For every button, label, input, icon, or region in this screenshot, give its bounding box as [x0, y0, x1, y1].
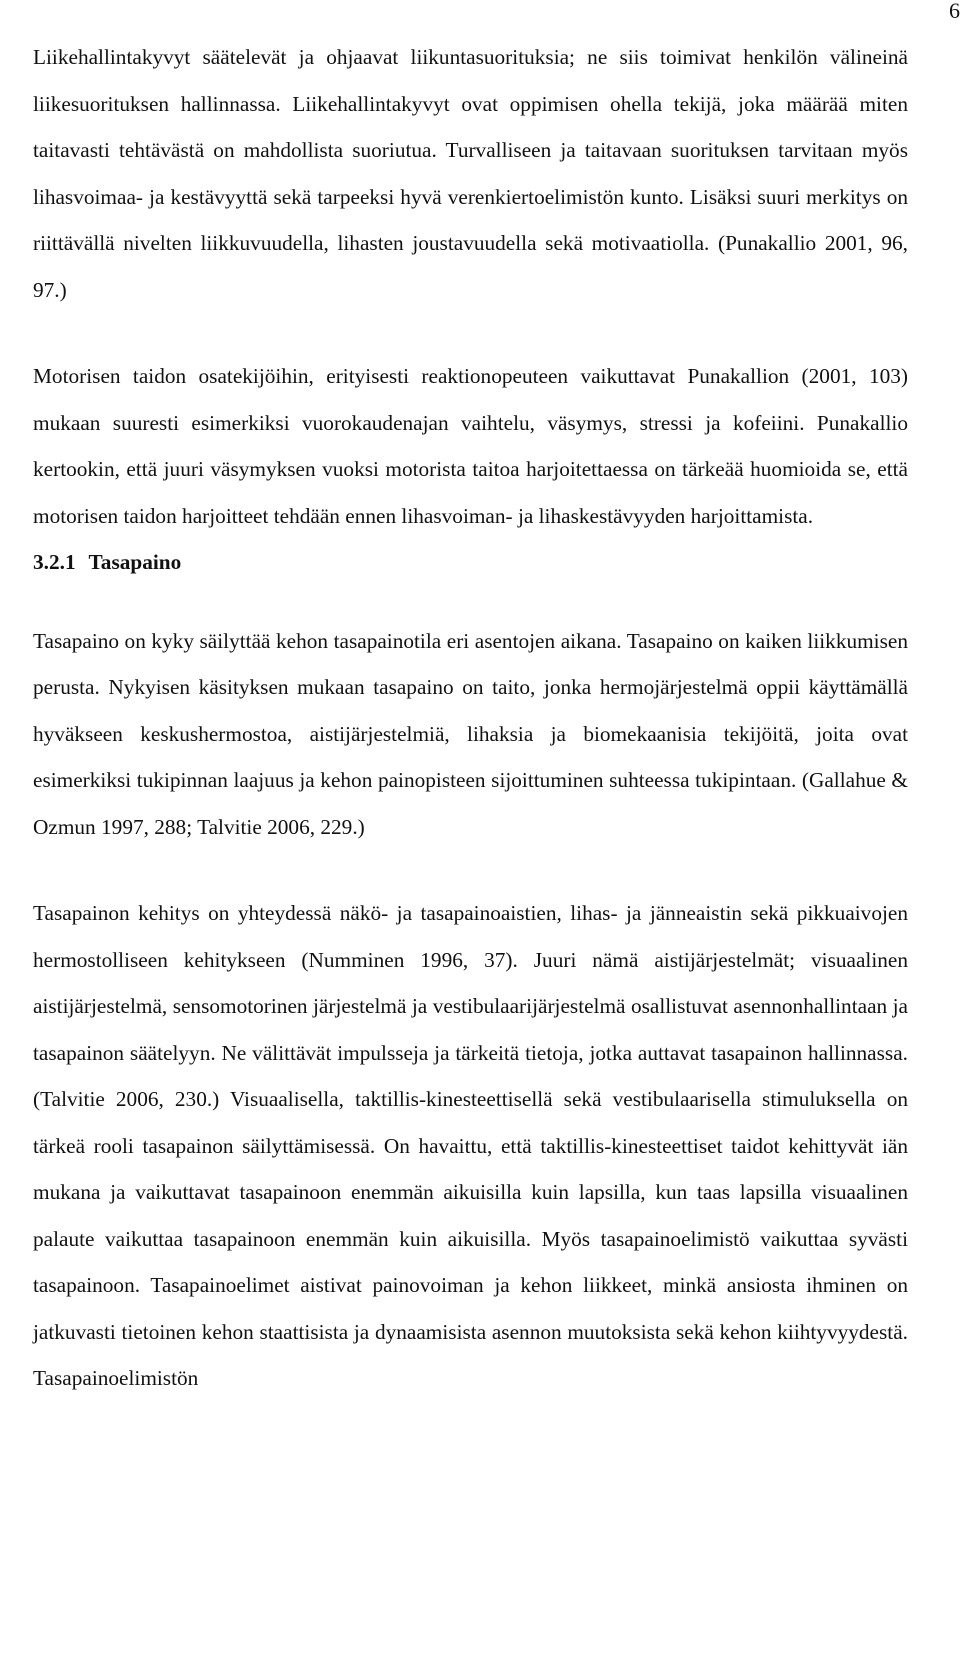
- document-body: [33, 34, 908, 1402]
- paragraph-motor-control: Liikehallintakyvyt säätelevät ja ohjaavat liikuntasuorituksia; ne siis toimivat henkilön välineinä liikesuorituksen hallinnassa. Liikehallintakyvyt ovat oppimisen ohella tekijä, joka määrää miten taitavasti tehtävästä on mahdollista suoriutua. Turvalliseen ja taitavaan suorituksen tarvitaan myös lihasvoimaa- ja kestävyyttä sekä tarpeeksi hyvä verenkiertoelimistön kunto. Lisäksi suuri merkitys on riittävällä nivelten liikkuvuudella, lihasten joustavuudella sekä motivaatiolla. (Punakallio 2001, 96, 97.): [33, 45, 908, 302]
- section-heading: [33, 539, 908, 586]
- paragraph-motor-skill-factors: Motorisen taidon osatekijöihin, erityisesti reaktionopeuteen vaikuttavat Punakallion (2001, 103) mukaan suuresti esimerkiksi vuorokaudenajan vaihtelu, väsymys, stressi ja kofeiini. Punakallio kertookin, että juuri väsymyksen vuoksi motorista taitoa harjoitettaessa on tärkeää huomioida se, että motorisen taidon harjoitteet tehdään ennen lihasvoiman- ja lihaskestävyyden harjoittamista.: [33, 364, 908, 528]
- paragraph-balance-development: Tasapainon kehitys on yhteydessä näkö- ja tasapainoaistien, lihas- ja jänneaistin sekä pikkuaivojen hermostolliseen kehitykseen (Numminen 1996, 37). Juuri nämä aistijärjestelmät; visuaalinen aistijärjestelmä, sensomotorinen järjestelmä ja vestibulaarijärjestelmä osallistuvat asennonhallintaan ja tasapainon säätelyyn. Ne välittävät impulsseja ja tärkeitä tietoja, jotka auttavat tasapainon hallinnassa. (Talvitie 2006, 230.) Visuaalisella, taktillis-kinesteettisellä sekä vestibulaarisella stimuluksella on tärkeä rooli tasapainon säilyttämisessä. On havaittu, että taktillis-kinesteettiset taidot kehittyvät iän mukana ja vaikuttavat tasapainoon enemmän aikuisilla kuin lapsilla, kun taas lapsilla visuaalinen palaute vaikuttaa tasapainoon enemmän kuin aikuisilla. Myös tasapainoelimistö vaikuttaa syvästi tasapainoon. Tasapainoelimet aistivat painovoiman ja kehon liikkeet, minkä ansiosta ihminen on jatkuvasti tietoinen kehon staattisista ja dynaamisista asennon muutoksista sekä kehon kiihtyvyydestä. Tasapainoelimistön: [33, 901, 908, 1390]
- paragraph-balance-definition: Tasapaino on kyky säilyttää kehon tasapainotila eri asentojen aikana. Tasapaino on kaiken liikkumisen perusta. Nykyisen käsityksen mukaan tasapaino on taito, jonka hermojärjestelmä oppii käyttämällä hyväkseen keskushermostoa, aistijärjestelmiä, lihaksia ja biomekaanisia tekijöitä, joita ovat esimerkiksi tukipinnan laajuus ja kehon painopisteen sijoittuminen suhteessa tukipintaan. (Gallahue & Ozmun 1997, 288; Talvitie 2006, 229.): [33, 628, 908, 839]
- section-number: 3.2.1: [33, 550, 76, 574]
- section-title: Tasapaino: [88, 550, 182, 574]
- page-number: 6: [949, 0, 960, 23]
